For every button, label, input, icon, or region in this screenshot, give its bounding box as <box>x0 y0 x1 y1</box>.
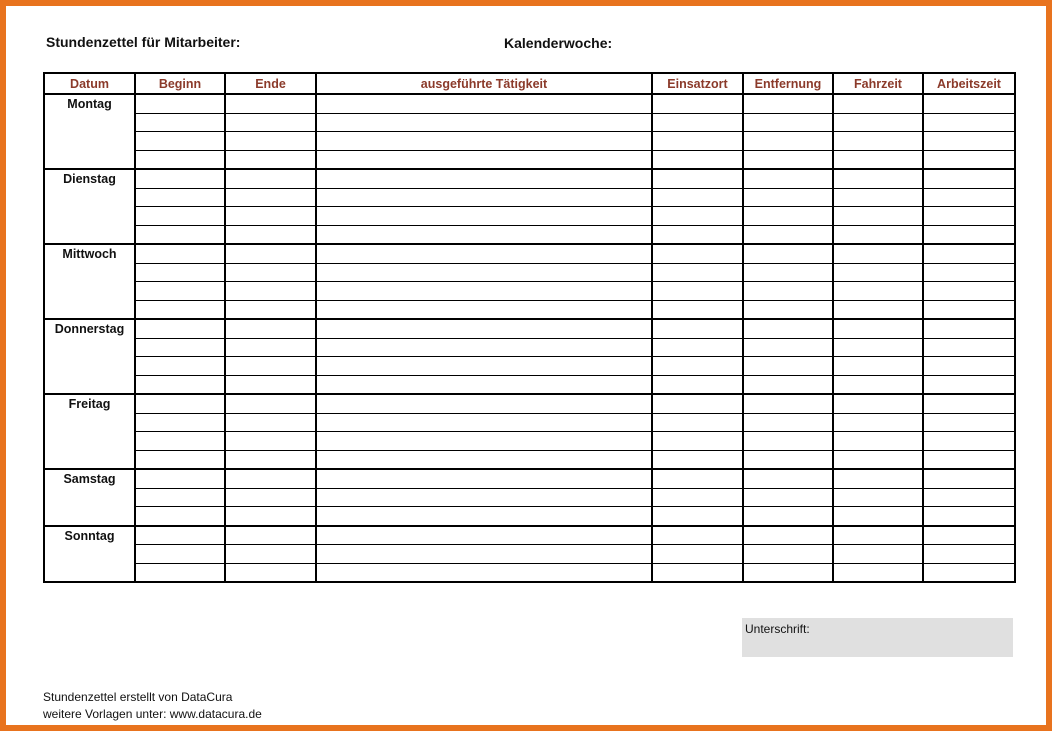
cell-taetigkeit[interactable] <box>316 188 652 207</box>
cell-entfernung[interactable] <box>743 207 833 226</box>
cell-beginn[interactable] <box>135 375 225 394</box>
day-label-mittwoch: Mittwoch <box>44 244 135 319</box>
cell-beginn[interactable] <box>135 244 225 263</box>
cell-taetigkeit[interactable] <box>316 150 652 169</box>
cell-taetigkeit[interactable] <box>316 488 652 507</box>
cell-fahrzeit[interactable] <box>833 94 923 113</box>
cell-entfernung[interactable] <box>743 169 833 188</box>
table-row <box>44 450 1015 469</box>
cell-entfernung[interactable] <box>743 413 833 432</box>
cell-arbeitszeit[interactable] <box>923 488 1015 507</box>
cell-taetigkeit[interactable] <box>316 375 652 394</box>
cell-taetigkeit[interactable] <box>316 413 652 432</box>
table-row <box>44 207 1015 226</box>
cell-fahrzeit[interactable] <box>833 169 923 188</box>
cell-einsatzort[interactable] <box>652 319 743 338</box>
cell-einsatzort[interactable] <box>652 563 743 582</box>
cell-fahrzeit[interactable] <box>833 375 923 394</box>
cell-fahrzeit[interactable] <box>833 338 923 357</box>
cell-taetigkeit[interactable] <box>316 132 652 151</box>
cell-entfernung[interactable] <box>743 357 833 376</box>
cell-entfernung[interactable] <box>743 488 833 507</box>
cell-beginn[interactable] <box>135 545 225 564</box>
cell-arbeitszeit[interactable] <box>923 132 1015 151</box>
cell-taetigkeit[interactable] <box>316 357 652 376</box>
cell-einsatzort[interactable] <box>652 132 743 151</box>
cell-arbeitszeit[interactable] <box>923 450 1015 469</box>
day-label-samstag: Samstag <box>44 469 135 526</box>
cell-taetigkeit[interactable] <box>316 300 652 319</box>
cell-einsatzort[interactable] <box>652 507 743 526</box>
table-row <box>44 488 1015 507</box>
table-row <box>44 225 1015 244</box>
cell-ende[interactable] <box>225 526 316 545</box>
cell-taetigkeit[interactable] <box>316 244 652 263</box>
col-einsatzort: Einsatzort <box>652 73 743 94</box>
cell-arbeitszeit[interactable] <box>923 357 1015 376</box>
cell-entfernung[interactable] <box>743 526 833 545</box>
cell-arbeitszeit[interactable] <box>923 188 1015 207</box>
cell-taetigkeit[interactable] <box>316 225 652 244</box>
employee-label: Stundenzettel für Mitarbeiter: <box>46 34 241 50</box>
cell-arbeitszeit[interactable] <box>923 244 1015 263</box>
table-row <box>44 545 1015 564</box>
cell-beginn[interactable] <box>135 132 225 151</box>
table-row <box>44 319 1015 338</box>
cell-einsatzort[interactable] <box>652 450 743 469</box>
col-arbeitszeit: Arbeitszeit <box>923 73 1015 94</box>
cell-taetigkeit[interactable] <box>316 94 652 113</box>
cell-ende[interactable] <box>225 207 316 226</box>
table-row <box>44 94 1015 113</box>
day-label-sonntag: Sonntag <box>44 526 135 583</box>
cell-entfernung[interactable] <box>743 150 833 169</box>
col-ende: Ende <box>225 73 316 94</box>
cell-arbeitszeit[interactable] <box>923 375 1015 394</box>
cell-entfernung[interactable] <box>743 375 833 394</box>
cell-taetigkeit[interactable] <box>316 263 652 282</box>
cell-einsatzort[interactable] <box>652 432 743 451</box>
cell-einsatzort[interactable] <box>652 394 743 413</box>
table-row <box>44 432 1015 451</box>
cell-entfernung[interactable] <box>743 132 833 151</box>
cell-beginn[interactable] <box>135 150 225 169</box>
cell-beginn[interactable] <box>135 450 225 469</box>
table-row <box>44 188 1015 207</box>
cell-ende[interactable] <box>225 225 316 244</box>
cell-einsatzort[interactable] <box>652 282 743 301</box>
cell-beginn[interactable] <box>135 357 225 376</box>
cell-taetigkeit[interactable] <box>316 545 652 564</box>
cell-einsatzort[interactable] <box>652 150 743 169</box>
cell-ende[interactable] <box>225 450 316 469</box>
cell-arbeitszeit[interactable] <box>923 338 1015 357</box>
cell-einsatzort[interactable] <box>652 207 743 226</box>
cell-entfernung[interactable] <box>743 94 833 113</box>
cell-ende[interactable] <box>225 375 316 394</box>
cell-fahrzeit[interactable] <box>833 432 923 451</box>
cell-ende[interactable] <box>225 244 316 263</box>
cell-beginn[interactable] <box>135 113 225 132</box>
footer <box>43 689 262 723</box>
table-row <box>44 413 1015 432</box>
cell-ende[interactable] <box>225 169 316 188</box>
cell-fahrzeit[interactable] <box>833 300 923 319</box>
cell-beginn[interactable] <box>135 338 225 357</box>
cell-einsatzort[interactable] <box>652 488 743 507</box>
cell-fahrzeit[interactable] <box>833 150 923 169</box>
cell-taetigkeit[interactable] <box>316 319 652 338</box>
table-row <box>44 282 1015 301</box>
cell-ende[interactable] <box>225 319 316 338</box>
cell-arbeitszeit[interactable] <box>923 113 1015 132</box>
table-row <box>44 526 1015 545</box>
cell-arbeitszeit[interactable] <box>923 413 1015 432</box>
cell-arbeitszeit[interactable] <box>923 507 1015 526</box>
cell-einsatzort[interactable] <box>652 469 743 488</box>
cell-fahrzeit[interactable] <box>833 244 923 263</box>
col-entfernung: Entfernung <box>743 73 833 94</box>
signature-field[interactable] <box>742 618 1013 657</box>
cell-taetigkeit[interactable] <box>316 338 652 357</box>
cell-einsatzort[interactable] <box>652 526 743 545</box>
cell-ende[interactable] <box>225 545 316 564</box>
cell-ende[interactable] <box>225 132 316 151</box>
day-label-freitag: Freitag <box>44 394 135 469</box>
cell-arbeitszeit[interactable] <box>923 282 1015 301</box>
cell-ende[interactable] <box>225 263 316 282</box>
cell-beginn[interactable] <box>135 188 225 207</box>
cell-ende[interactable] <box>225 394 316 413</box>
cell-einsatzort[interactable] <box>652 244 743 263</box>
cell-einsatzort[interactable] <box>652 375 743 394</box>
cell-ende[interactable] <box>225 300 316 319</box>
cell-entfernung[interactable] <box>743 225 833 244</box>
cell-fahrzeit[interactable] <box>833 450 923 469</box>
cell-einsatzort[interactable] <box>652 357 743 376</box>
cell-arbeitszeit[interactable] <box>923 225 1015 244</box>
cell-arbeitszeit[interactable] <box>923 207 1015 226</box>
cell-fahrzeit[interactable] <box>833 225 923 244</box>
cell-fahrzeit[interactable] <box>833 394 923 413</box>
footer-credit: Stundenzettel erstellt von DataCura <box>43 690 233 704</box>
table-row <box>44 357 1015 376</box>
cell-taetigkeit[interactable] <box>316 432 652 451</box>
cell-ende[interactable] <box>225 282 316 301</box>
cell-entfernung[interactable] <box>743 113 833 132</box>
cell-arbeitszeit[interactable] <box>923 263 1015 282</box>
col-taetigkeit: ausgeführte Tätigkeit <box>316 73 652 94</box>
cell-beginn[interactable] <box>135 300 225 319</box>
cell-entfernung[interactable] <box>743 188 833 207</box>
table-row <box>44 394 1015 413</box>
cell-entfernung[interactable] <box>743 244 833 263</box>
cell-arbeitszeit[interactable] <box>923 469 1015 488</box>
day-label-donnerstag: Donnerstag <box>44 319 135 394</box>
cell-einsatzort[interactable] <box>652 413 743 432</box>
timesheet-table <box>43 72 1016 583</box>
col-fahrzeit: Fahrzeit <box>833 73 923 94</box>
cell-beginn[interactable] <box>135 319 225 338</box>
cell-arbeitszeit[interactable] <box>923 300 1015 319</box>
table-row <box>44 150 1015 169</box>
cell-entfernung[interactable] <box>743 563 833 582</box>
cell-ende[interactable] <box>225 94 316 113</box>
cell-beginn[interactable] <box>135 507 225 526</box>
signature-label: Unterschrift: <box>745 622 810 636</box>
cell-beginn[interactable] <box>135 207 225 226</box>
cell-taetigkeit[interactable] <box>316 394 652 413</box>
cell-fahrzeit[interactable] <box>833 507 923 526</box>
cell-beginn[interactable] <box>135 563 225 582</box>
timesheet-body <box>44 94 1015 582</box>
table-row <box>44 263 1015 282</box>
cell-ende[interactable] <box>225 507 316 526</box>
cell-ende[interactable] <box>225 150 316 169</box>
cell-arbeitszeit[interactable] <box>923 169 1015 188</box>
week-label: Kalenderwoche: <box>504 35 613 51</box>
cell-fahrzeit[interactable] <box>833 545 923 564</box>
col-beginn: Beginn <box>135 73 225 94</box>
cell-beginn[interactable] <box>135 469 225 488</box>
cell-entfernung[interactable] <box>743 319 833 338</box>
cell-taetigkeit[interactable] <box>316 507 652 526</box>
cell-fahrzeit[interactable] <box>833 188 923 207</box>
day-label-dienstag: Dienstag <box>44 169 135 244</box>
cell-entfernung[interactable] <box>743 507 833 526</box>
cell-einsatzort[interactable] <box>652 94 743 113</box>
cell-arbeitszeit[interactable] <box>923 394 1015 413</box>
cell-einsatzort[interactable] <box>652 169 743 188</box>
day-label-montag: Montag <box>44 94 135 169</box>
cell-einsatzort[interactable] <box>652 300 743 319</box>
cell-ende[interactable] <box>225 563 316 582</box>
cell-einsatzort[interactable] <box>652 188 743 207</box>
cell-entfernung[interactable] <box>743 263 833 282</box>
cell-beginn[interactable] <box>135 394 225 413</box>
cell-fahrzeit[interactable] <box>833 113 923 132</box>
cell-beginn[interactable] <box>135 263 225 282</box>
cell-arbeitszeit[interactable] <box>923 432 1015 451</box>
cell-taetigkeit[interactable] <box>316 113 652 132</box>
cell-beginn[interactable] <box>135 526 225 545</box>
table-row <box>44 244 1015 263</box>
cell-ende[interactable] <box>225 413 316 432</box>
cell-entfernung[interactable] <box>743 432 833 451</box>
cell-ende[interactable] <box>225 469 316 488</box>
cell-fahrzeit[interactable] <box>833 207 923 226</box>
cell-einsatzort[interactable] <box>652 338 743 357</box>
cell-ende[interactable] <box>225 357 316 376</box>
cell-ende[interactable] <box>225 338 316 357</box>
cell-arbeitszeit[interactable] <box>923 150 1015 169</box>
table-row <box>44 375 1015 394</box>
cell-arbeitszeit[interactable] <box>923 526 1015 545</box>
cell-taetigkeit[interactable] <box>316 450 652 469</box>
cell-fahrzeit[interactable] <box>833 357 923 376</box>
cell-ende[interactable] <box>225 113 316 132</box>
cell-arbeitszeit[interactable] <box>923 545 1015 564</box>
cell-taetigkeit[interactable] <box>316 526 652 545</box>
cell-ende[interactable] <box>225 188 316 207</box>
cell-einsatzort[interactable] <box>652 113 743 132</box>
cell-entfernung[interactable] <box>743 545 833 564</box>
cell-einsatzort[interactable] <box>652 263 743 282</box>
cell-einsatzort[interactable] <box>652 545 743 564</box>
cell-entfernung[interactable] <box>743 338 833 357</box>
cell-taetigkeit[interactable] <box>316 207 652 226</box>
cell-beginn[interactable] <box>135 488 225 507</box>
table-row <box>44 169 1015 188</box>
cell-fahrzeit[interactable] <box>833 319 923 338</box>
cell-entfernung[interactable] <box>743 469 833 488</box>
cell-taetigkeit[interactable] <box>316 469 652 488</box>
cell-beginn[interactable] <box>135 432 225 451</box>
cell-fahrzeit[interactable] <box>833 526 923 545</box>
table-row <box>44 113 1015 132</box>
cell-entfernung[interactable] <box>743 394 833 413</box>
cell-beginn[interactable] <box>135 282 225 301</box>
cell-arbeitszeit[interactable] <box>923 319 1015 338</box>
cell-ende[interactable] <box>225 432 316 451</box>
cell-entfernung[interactable] <box>743 282 833 301</box>
cell-fahrzeit[interactable] <box>833 469 923 488</box>
cell-beginn[interactable] <box>135 94 225 113</box>
cell-taetigkeit[interactable] <box>316 563 652 582</box>
col-datum: Datum <box>44 73 135 94</box>
cell-fahrzeit[interactable] <box>833 263 923 282</box>
cell-fahrzeit[interactable] <box>833 563 923 582</box>
cell-taetigkeit[interactable] <box>316 282 652 301</box>
table-row <box>44 563 1015 582</box>
cell-fahrzeit[interactable] <box>833 413 923 432</box>
cell-fahrzeit[interactable] <box>833 132 923 151</box>
header-row <box>44 73 1015 94</box>
table-row <box>44 469 1015 488</box>
table-row <box>44 300 1015 319</box>
cell-ende[interactable] <box>225 488 316 507</box>
table-row <box>44 132 1015 151</box>
cell-beginn[interactable] <box>135 169 225 188</box>
table-row <box>44 507 1015 526</box>
cell-fahrzeit[interactable] <box>833 282 923 301</box>
cell-fahrzeit[interactable] <box>833 488 923 507</box>
cell-taetigkeit[interactable] <box>316 169 652 188</box>
table-row <box>44 338 1015 357</box>
cell-arbeitszeit[interactable] <box>923 563 1015 582</box>
cell-entfernung[interactable] <box>743 450 833 469</box>
cell-beginn[interactable] <box>135 413 225 432</box>
cell-beginn[interactable] <box>135 225 225 244</box>
cell-arbeitszeit[interactable] <box>923 94 1015 113</box>
cell-einsatzort[interactable] <box>652 225 743 244</box>
footer-link[interactable]: weitere Vorlagen unter: www.datacura.de <box>43 707 262 721</box>
cell-entfernung[interactable] <box>743 300 833 319</box>
